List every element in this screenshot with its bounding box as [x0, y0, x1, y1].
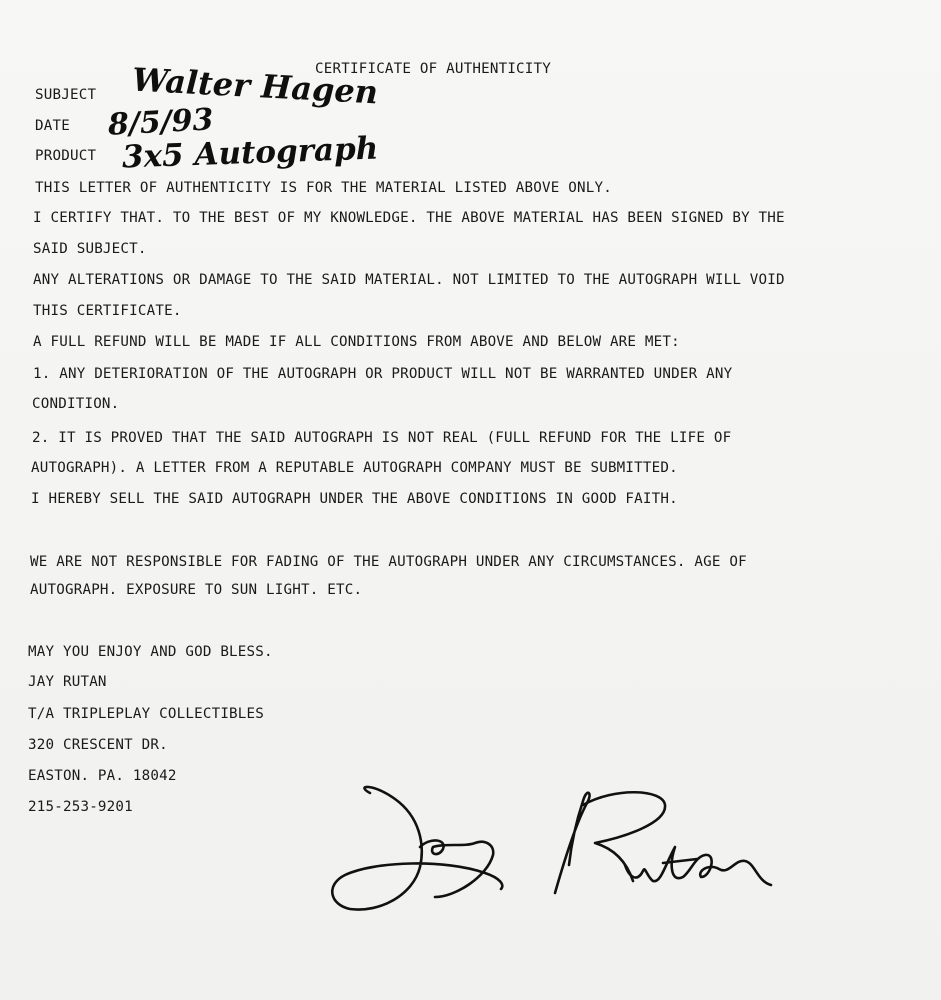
body-line: CONDITION. [32, 396, 120, 412]
closing-blessing: MAY YOU ENJOY AND GOD BLESS. [28, 644, 273, 660]
body-line: THIS CERTIFICATE. [33, 303, 182, 319]
certificate-title: CERTIFICATE OF AUTHENTICITY [315, 61, 552, 77]
product-label: PRODUCT [35, 148, 97, 164]
body-line: I CERTIFY THAT. TO THE BEST OF MY KNOWLEDGE. THE ABOVE MATERIAL HAS BEEN SIGNED BY THE [33, 210, 785, 226]
closing-name: JAY RUTAN [28, 674, 107, 690]
body-line: 2. IT IS PROVED THAT THE SAID AUTOGRAPH IS NOT REAL (FULL REFUND FOR THE LIFE OF [32, 430, 732, 446]
closing-company: T/A TRIPLEPLAY COLLECTIBLES [28, 706, 265, 722]
product-value: 3x5 Autograph [121, 130, 379, 176]
body-line: WE ARE NOT RESPONSIBLE FOR FADING OF THE AUTOGRAPH UNDER ANY CIRCUMSTANCES. AGE OF [30, 554, 747, 570]
closing-street: 320 CRESCENT DR. [28, 737, 168, 753]
subject-value: Walter Hagen [131, 60, 379, 112]
body-line: AUTOGRAPH. EXPOSURE TO SUN LIGHT. ETC. [30, 582, 363, 598]
body-line: AUTOGRAPH). A LETTER FROM A REPUTABLE AUTOGRAPH COMPANY MUST BE SUBMITTED. [31, 460, 678, 476]
body-line: SAID SUBJECT. [33, 241, 147, 257]
closing-phone: 215-253-9201 [28, 799, 133, 815]
date-label: DATE [35, 118, 70, 134]
subject-label: SUBJECT [35, 87, 97, 103]
body-line: I HEREBY SELL THE SAID AUTOGRAPH UNDER THE ABOVE CONDITIONS IN GOOD FAITH. [31, 491, 678, 507]
handwritten-signature [325, 785, 785, 925]
body-line: THIS LETTER OF AUTHENTICITY IS FOR THE MATERIAL LISTED ABOVE ONLY. [35, 180, 612, 196]
closing-city: EASTON. PA. 18042 [28, 768, 177, 784]
body-line: A FULL REFUND WILL BE MADE IF ALL CONDITIONS FROM ABOVE AND BELOW ARE MET: [33, 334, 680, 350]
date-value: 8/5/93 [107, 102, 215, 143]
body-line: ANY ALTERATIONS OR DAMAGE TO THE SAID MATERIAL. NOT LIMITED TO THE AUTOGRAPH WILL VOID [33, 272, 785, 288]
body-line: 1. ANY DETERIORATION OF THE AUTOGRAPH OR PRODUCT WILL NOT BE WARRANTED UNDER ANY [33, 366, 733, 382]
